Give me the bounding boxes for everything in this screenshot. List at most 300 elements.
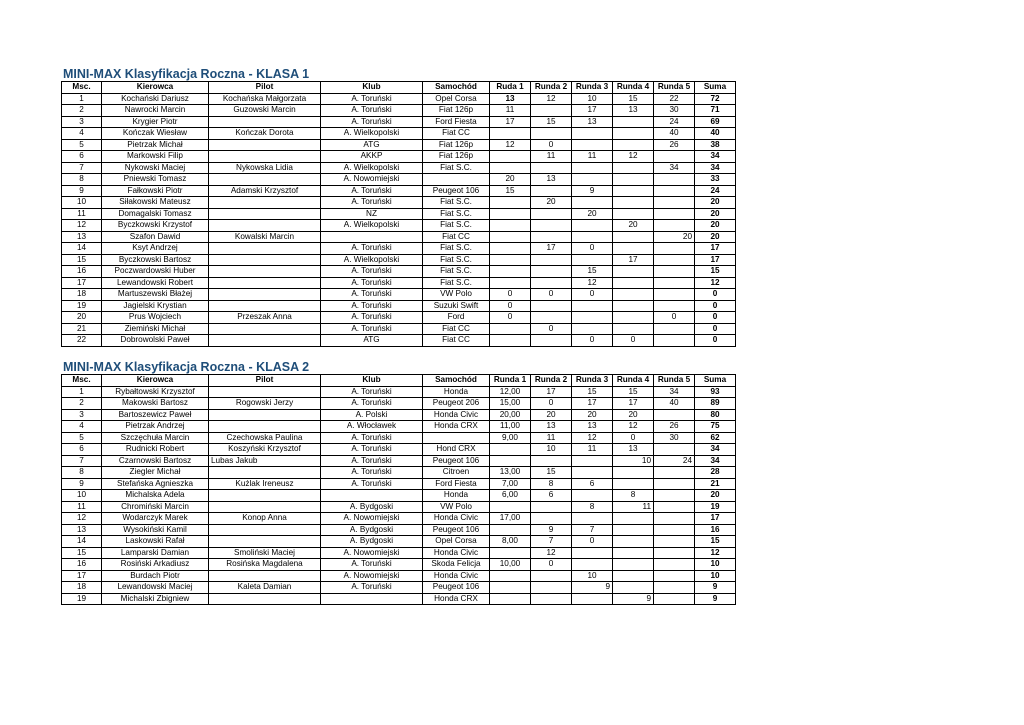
table-row xyxy=(62,432,736,444)
table-cell: 10 xyxy=(613,455,654,467)
table-cell xyxy=(490,151,531,163)
table-cell: A. Toruński xyxy=(321,300,423,312)
table-cell: 14 xyxy=(62,536,102,548)
table-cell: Czarnowski Bartosz xyxy=(102,455,209,467)
table-cell: A. Toruński xyxy=(321,559,423,571)
table-row xyxy=(62,467,736,479)
table-cell: A. Toruński xyxy=(321,323,423,335)
table-cell: 24 xyxy=(654,455,695,467)
table-cell: Fiat 126p xyxy=(423,139,490,151)
table-cell xyxy=(531,231,572,243)
table-cell: Peugeot 106 xyxy=(423,582,490,594)
table-cell: 11 xyxy=(531,151,572,163)
table-row xyxy=(62,185,736,197)
table-cell: 20 xyxy=(695,197,736,209)
table-row xyxy=(62,421,736,433)
table-cell xyxy=(613,162,654,174)
table-cell xyxy=(572,197,613,209)
table-cell: 34 xyxy=(695,455,736,467)
table-cell: 34 xyxy=(654,162,695,174)
column-header: Klub xyxy=(321,375,423,387)
klasa2-table xyxy=(61,374,736,605)
table-cell: 17 xyxy=(695,243,736,255)
table-cell: 15 xyxy=(531,116,572,128)
column-header: Kierowca xyxy=(102,82,209,94)
table-cell xyxy=(490,501,531,513)
table-cell: 22 xyxy=(654,93,695,105)
table-cell xyxy=(209,300,321,312)
table-row xyxy=(62,116,736,128)
table-cell: 19 xyxy=(695,501,736,513)
table-cell: Ford xyxy=(423,312,490,324)
table-cell xyxy=(490,266,531,278)
table-cell: 9 xyxy=(695,593,736,605)
column-header: Samochód xyxy=(423,82,490,94)
table-cell: 17 xyxy=(572,398,613,410)
table-cell: 0 xyxy=(572,335,613,347)
table-cell xyxy=(572,231,613,243)
table-cell xyxy=(613,467,654,479)
table-cell: 6 xyxy=(62,151,102,163)
table-cell xyxy=(572,467,613,479)
table-cell: Skoda Felicja xyxy=(423,559,490,571)
table-cell: Szczęchuła Marcin xyxy=(102,432,209,444)
table-cell: Chromiński Marcin xyxy=(102,501,209,513)
table-cell: A. Nowomiejski xyxy=(321,570,423,582)
table-row xyxy=(62,570,736,582)
table-cell xyxy=(490,455,531,467)
table-cell: ATG xyxy=(321,335,423,347)
table-cell xyxy=(613,289,654,301)
table-cell xyxy=(531,593,572,605)
table-cell: 34 xyxy=(695,151,736,163)
table-cell: Fiat S.C. xyxy=(423,243,490,255)
table-cell: 20 xyxy=(613,220,654,232)
table-cell xyxy=(572,593,613,605)
table-cell: 17 xyxy=(62,570,102,582)
table-cell: A. Włocławek xyxy=(321,421,423,433)
table-cell: A. Nowomiejski xyxy=(321,547,423,559)
table-cell: 22 xyxy=(62,335,102,347)
column-header: Runda 4 xyxy=(613,82,654,94)
table-row xyxy=(62,524,736,536)
table-cell: 12 xyxy=(613,151,654,163)
table-cell xyxy=(209,421,321,433)
table-cell: A. Toruński xyxy=(321,478,423,490)
table-cell xyxy=(490,335,531,347)
table-cell: 20 xyxy=(572,409,613,421)
table-row xyxy=(62,151,736,163)
table-cell: 89 xyxy=(695,398,736,410)
table-cell: 3 xyxy=(62,409,102,421)
table-cell: 0 xyxy=(572,536,613,548)
table-cell: 15 xyxy=(613,386,654,398)
table-cell xyxy=(654,593,695,605)
table-cell: 15 xyxy=(572,386,613,398)
table-cell: Ziegler Michał xyxy=(102,467,209,479)
table-cell xyxy=(613,128,654,140)
table-cell: 40 xyxy=(654,398,695,410)
table-cell: 12 xyxy=(531,93,572,105)
table-cell: 12 xyxy=(572,432,613,444)
table-cell: Dobrowolski Paweł xyxy=(102,335,209,347)
table-cell xyxy=(209,335,321,347)
table-cell xyxy=(531,277,572,289)
table-cell xyxy=(572,139,613,151)
table-cell: 9 xyxy=(695,582,736,594)
table-cell xyxy=(572,162,613,174)
table-cell: 8 xyxy=(572,501,613,513)
table-row xyxy=(62,478,736,490)
table-cell: 11 xyxy=(490,105,531,117)
table-cell: A. Nowomiejski xyxy=(321,174,423,186)
table-cell xyxy=(654,547,695,559)
table-cell: 20 xyxy=(531,409,572,421)
column-header: Suma xyxy=(695,375,736,387)
table-cell: 16 xyxy=(695,524,736,536)
column-header: Samochód xyxy=(423,375,490,387)
table-cell: A. Toruński xyxy=(321,444,423,456)
table-cell: 13 xyxy=(490,93,531,105)
table-cell: Konop Anna xyxy=(209,513,321,525)
table-cell: 8 xyxy=(62,174,102,186)
table-cell: Rosińska Magdalena xyxy=(209,559,321,571)
table-cell xyxy=(321,231,423,243)
table-cell xyxy=(654,174,695,186)
table-cell: Laskowski Rafał xyxy=(102,536,209,548)
klasa1-header-row xyxy=(62,82,736,94)
table-cell xyxy=(209,501,321,513)
table-row xyxy=(62,547,736,559)
table-cell xyxy=(572,455,613,467)
table-cell xyxy=(531,300,572,312)
table-cell: Peugeot 206 xyxy=(423,398,490,410)
table-cell: 6,00 xyxy=(490,490,531,502)
column-header: Runda 2 xyxy=(531,375,572,387)
table-cell: Makowski Bartosz xyxy=(102,398,209,410)
table-cell xyxy=(531,501,572,513)
table-cell: A. Wielkopolski xyxy=(321,254,423,266)
table-cell: VW Polo xyxy=(423,501,490,513)
table-cell: 13 xyxy=(613,444,654,456)
column-header: Runda 5 xyxy=(654,375,695,387)
table-cell: 20 xyxy=(695,220,736,232)
table-row xyxy=(62,559,736,571)
table-cell: 9 xyxy=(572,185,613,197)
table-cell: Fiat S.C. xyxy=(423,266,490,278)
table-cell: 0 xyxy=(695,323,736,335)
table-cell: 0 xyxy=(695,312,736,324)
table-cell: 10 xyxy=(62,490,102,502)
table-cell xyxy=(490,277,531,289)
table-cell: Opel Corsa xyxy=(423,93,490,105)
table-cell xyxy=(613,524,654,536)
table-cell xyxy=(531,105,572,117)
table-cell: 6 xyxy=(531,490,572,502)
table-cell xyxy=(613,116,654,128)
table-cell xyxy=(490,243,531,255)
table-row xyxy=(62,455,736,467)
table-cell xyxy=(209,467,321,479)
table-cell: 0 xyxy=(531,323,572,335)
table-cell xyxy=(572,323,613,335)
table-cell: 12 xyxy=(62,220,102,232)
table-cell: Opel Corsa xyxy=(423,536,490,548)
table-cell xyxy=(531,570,572,582)
column-header: Msc. xyxy=(62,375,102,387)
table-row xyxy=(62,386,736,398)
table-cell: 17 xyxy=(695,513,736,525)
table-cell xyxy=(531,128,572,140)
table-cell xyxy=(654,323,695,335)
table-cell xyxy=(209,277,321,289)
column-header: Runda 3 xyxy=(572,82,613,94)
table-cell: 10 xyxy=(62,197,102,209)
table-cell: 11,00 xyxy=(490,421,531,433)
column-header: Runda 4 xyxy=(613,375,654,387)
table-row xyxy=(62,398,736,410)
table-row xyxy=(62,323,736,335)
table-cell: 11 xyxy=(62,501,102,513)
table-cell: 72 xyxy=(695,93,736,105)
table-cell: Honda CRX xyxy=(423,421,490,433)
table-cell xyxy=(613,478,654,490)
table-cell xyxy=(654,220,695,232)
table-cell xyxy=(613,139,654,151)
table-cell: 40 xyxy=(695,128,736,140)
table-cell: 24 xyxy=(695,185,736,197)
table-cell xyxy=(209,266,321,278)
table-cell: 62 xyxy=(695,432,736,444)
table-row xyxy=(62,162,736,174)
table-cell: 15 xyxy=(613,93,654,105)
table-cell: 15 xyxy=(531,467,572,479)
table-cell xyxy=(613,197,654,209)
table-cell xyxy=(490,231,531,243)
table-cell: 17 xyxy=(531,243,572,255)
table-cell: 16 xyxy=(62,266,102,278)
table-row xyxy=(62,312,736,324)
table-cell: Jagielski Krystian xyxy=(102,300,209,312)
table-cell xyxy=(613,277,654,289)
table-cell: 8,00 xyxy=(490,536,531,548)
column-header: Runda 5 xyxy=(654,82,695,94)
table-cell xyxy=(531,513,572,525)
table-cell: 8 xyxy=(62,467,102,479)
table-cell xyxy=(490,220,531,232)
table-cell: 10,00 xyxy=(490,559,531,571)
table-cell: A. Toruński xyxy=(321,266,423,278)
table-cell xyxy=(209,536,321,548)
table-cell xyxy=(209,254,321,266)
table-cell: 10 xyxy=(531,444,572,456)
klasa2-section xyxy=(61,360,736,605)
table-cell xyxy=(490,570,531,582)
table-cell: 10 xyxy=(572,93,613,105)
table-cell: 0 xyxy=(490,289,531,301)
table-cell: 13 xyxy=(531,174,572,186)
column-header: Pilot xyxy=(209,82,321,94)
table-cell xyxy=(209,289,321,301)
table-cell: 16 xyxy=(62,559,102,571)
table-cell: 0 xyxy=(531,398,572,410)
table-cell: A. Bydgoski xyxy=(321,536,423,548)
table-cell: 26 xyxy=(654,139,695,151)
table-cell: Wysokiński Kamil xyxy=(102,524,209,536)
table-cell: 0 xyxy=(490,300,531,312)
table-cell: 15 xyxy=(490,185,531,197)
table-cell: 20 xyxy=(490,174,531,186)
table-cell: 80 xyxy=(695,409,736,421)
table-cell: Honda Civic xyxy=(423,409,490,421)
table-cell xyxy=(531,455,572,467)
table-row xyxy=(62,444,736,456)
table-cell: 15 xyxy=(572,266,613,278)
table-cell: Rosiński Arkadiusz xyxy=(102,559,209,571)
table-cell: Szafon Dawid xyxy=(102,231,209,243)
table-cell xyxy=(490,162,531,174)
table-cell: Kaleta Damian xyxy=(209,582,321,594)
table-cell xyxy=(654,197,695,209)
table-cell xyxy=(490,208,531,220)
table-cell: Kużlak Ireneusz xyxy=(209,478,321,490)
table-cell xyxy=(654,289,695,301)
table-cell xyxy=(613,231,654,243)
table-cell: 9,00 xyxy=(490,432,531,444)
table-cell: Michalska Adela xyxy=(102,490,209,502)
table-cell: Honda CRX xyxy=(423,593,490,605)
table-cell xyxy=(613,323,654,335)
table-cell xyxy=(490,444,531,456)
table-cell: Peugeot 106 xyxy=(423,455,490,467)
table-cell xyxy=(490,323,531,335)
table-cell: 4 xyxy=(62,421,102,433)
table-cell: 2 xyxy=(62,398,102,410)
table-cell: 20,00 xyxy=(490,409,531,421)
table-row xyxy=(62,197,736,209)
table-cell: A. Nowomiejski xyxy=(321,513,423,525)
table-cell xyxy=(209,174,321,186)
table-cell: Honda xyxy=(423,490,490,502)
table-row xyxy=(62,490,736,502)
table-cell: Fiat S.C. xyxy=(423,197,490,209)
table-cell xyxy=(613,559,654,571)
table-cell: 75 xyxy=(695,421,736,433)
table-cell: Lewandowski Maciej xyxy=(102,582,209,594)
table-cell: 17 xyxy=(695,254,736,266)
table-cell: A. Toruński xyxy=(321,312,423,324)
table-cell xyxy=(209,593,321,605)
table-cell: A. Toruński xyxy=(321,277,423,289)
table-cell: Rudnicki Robert xyxy=(102,444,209,456)
table-cell: Domagalski Tomasz xyxy=(102,208,209,220)
table-cell xyxy=(654,300,695,312)
table-cell xyxy=(613,582,654,594)
table-cell: A. Toruński xyxy=(321,386,423,398)
table-cell xyxy=(654,501,695,513)
table-cell: 12 xyxy=(695,277,736,289)
table-cell: 71 xyxy=(695,105,736,117)
table-cell: 13,00 xyxy=(490,467,531,479)
table-cell: Peugeot 106 xyxy=(423,524,490,536)
column-header: Runda 2 xyxy=(531,82,572,94)
table-cell xyxy=(572,220,613,232)
table-cell xyxy=(572,547,613,559)
table-cell xyxy=(209,208,321,220)
table-cell xyxy=(209,151,321,163)
table-cell xyxy=(572,300,613,312)
column-header: Klub xyxy=(321,82,423,94)
table-row xyxy=(62,105,736,117)
table-cell: Suzuki Swift xyxy=(423,300,490,312)
table-cell: Fiat CC xyxy=(423,231,490,243)
table-cell: 13 xyxy=(62,231,102,243)
table-cell xyxy=(572,128,613,140)
table-cell: Byczkowski Krzystof xyxy=(102,220,209,232)
table-cell: 7 xyxy=(62,455,102,467)
table-cell xyxy=(572,490,613,502)
table-cell xyxy=(531,220,572,232)
table-cell: 0 xyxy=(531,139,572,151)
table-cell: 13 xyxy=(62,524,102,536)
table-cell xyxy=(654,185,695,197)
table-cell xyxy=(490,254,531,266)
table-cell: 17 xyxy=(490,116,531,128)
table-cell: 5 xyxy=(62,432,102,444)
table-cell xyxy=(423,174,490,186)
table-cell: Honda Civic xyxy=(423,570,490,582)
column-header: Suma xyxy=(695,82,736,94)
table-cell: 11 xyxy=(531,432,572,444)
table-cell xyxy=(531,312,572,324)
table-cell: Ford Fiesta xyxy=(423,478,490,490)
table-cell: 0 xyxy=(490,312,531,324)
table-cell xyxy=(613,185,654,197)
table-cell xyxy=(490,593,531,605)
table-cell: 10 xyxy=(695,559,736,571)
table-cell xyxy=(613,570,654,582)
table-cell: 17 xyxy=(572,105,613,117)
table-cell: 19 xyxy=(62,593,102,605)
table-cell: Kończak Dorota xyxy=(209,128,321,140)
table-cell: 0 xyxy=(654,312,695,324)
table-cell xyxy=(654,490,695,502)
table-cell: 69 xyxy=(695,116,736,128)
table-cell xyxy=(654,444,695,456)
table-cell xyxy=(209,220,321,232)
table-row xyxy=(62,501,736,513)
table-cell: 17 xyxy=(531,386,572,398)
table-cell: 13 xyxy=(572,421,613,433)
column-header: Ruda 1 xyxy=(490,82,531,94)
table-cell: 13 xyxy=(613,105,654,117)
table-cell: 34 xyxy=(695,444,736,456)
table-cell: A. Toruński xyxy=(321,289,423,301)
table-cell: Fiat S.C. xyxy=(423,277,490,289)
table-cell: Siłakowski Mateusz xyxy=(102,197,209,209)
column-header: Kierowca xyxy=(102,375,209,387)
table-cell: 9 xyxy=(62,478,102,490)
table-cell: Lamparski Damian xyxy=(102,547,209,559)
table-cell: Rybałtowski Krzysztof xyxy=(102,386,209,398)
table-cell: Koszyński Krzysztof xyxy=(209,444,321,456)
table-cell: 13 xyxy=(572,116,613,128)
table-cell: Burdach Piotr xyxy=(102,570,209,582)
column-header: Pilot xyxy=(209,375,321,387)
table-cell: Kochańska Małgorzata xyxy=(209,93,321,105)
table-cell: 12 xyxy=(572,277,613,289)
table-cell xyxy=(209,116,321,128)
